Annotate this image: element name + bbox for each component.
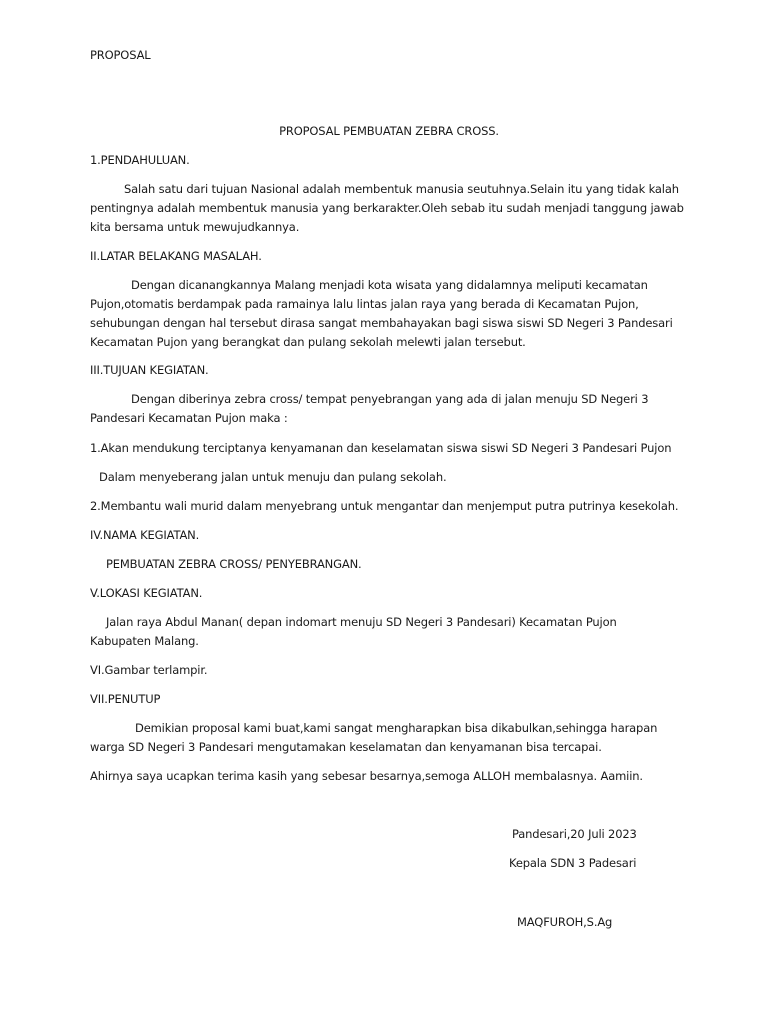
tujuan-line-2: Pandesari Kecamatan Pujon maka : — [90, 411, 288, 425]
signature-place-date: Pandesari,20 Juli 2023 — [512, 827, 637, 841]
heading-pendahuluan: 1.PENDAHULUAN. — [90, 153, 190, 167]
doc-title: PROPOSAL PEMBUATAN ZEBRA CROSS. — [279, 124, 499, 138]
tujuan-point-1-continuation: Dalam menyeberang jalan untuk menuju dan pulang sekolah. — [99, 470, 447, 484]
signature-name: MAQFUROH,S.Ag — [517, 915, 613, 929]
penutup-line-1: Demikian proposal kami buat,kami sangat mengharapkan bisa dikabulkan,sehingga harapan — [135, 721, 658, 735]
tujuan-point-1: 1.Akan mendukung terciptanya kenyamanan dan keselamatan siswa siswi SD Negeri 3 Pandesari Pujon — [90, 441, 672, 455]
heading-lokasi: V.LOKASI KEGIATAN. — [90, 586, 203, 600]
heading-nama-kegiatan: IV.NAMA KEGIATAN. — [90, 528, 200, 542]
heading-gambar: VI.Gambar terlampir. — [90, 663, 208, 677]
pendahuluan-line-3: kita bersama untuk mewujudkannya. — [90, 220, 300, 234]
signature-position: Kepala SDN 3 Padesari — [509, 856, 637, 870]
pendahuluan-line-2: pentingnya adalah membentuk manusia yang berkarakter.Oleh sebab itu sudah menjadi tanggung jawab — [90, 201, 684, 215]
pendahuluan-line-1: Salah satu dari tujuan Nasional adalah membentuk manusia seutuhnya.Selain itu yang tidak kalah — [124, 182, 679, 196]
tujuan-line-1: Dengan diberinya zebra cross/ tempat penyebrangan yang ada di jalan menuju SD Negeri 3 — [131, 392, 649, 406]
doc-header: PROPOSAL — [90, 48, 151, 62]
penutup-line-2: warga SD Negeri 3 Pandesari mengutamakan keselamatan dan kenyamanan bisa tercapai. — [90, 740, 602, 754]
lokasi-line-1: Jalan raya Abdul Manan( depan indomart menuju SD Negeri 3 Pandesari) Kecamatan Pujon — [106, 615, 617, 629]
tujuan-point-2: 2.Membantu wali murid dalam menyebrang untuk mengantar dan menjemput putra putrinya kesekolah. — [90, 499, 679, 513]
latar-line-1: Dengan dicanangkannya Malang menjadi kota wisata yang didalamnya meliputi kecamatan — [131, 278, 648, 292]
heading-penutup: VII.PENUTUP — [90, 692, 161, 706]
heading-latar-belakang: II.LATAR BELAKANG MASALAH. — [90, 249, 262, 263]
latar-line-3: sehubungan dengan hal tersebut dirasa sangat membahayakan bagi siswa siswi SD Negeri 3 Pandesari — [90, 316, 673, 330]
heading-tujuan: III.TUJUAN KEGIATAN. — [90, 363, 209, 377]
penutup-closing: Ahirnya saya ucapkan terima kasih yang sebesar besarnya,semoga ALLOH membalasnya. Aamiin. — [90, 769, 643, 783]
nama-kegiatan-text: PEMBUATAN ZEBRA CROSS/ PENYEBRANGAN. — [106, 557, 362, 571]
lokasi-line-2: Kabupaten Malang. — [90, 634, 199, 648]
latar-line-2: Pujon,otomatis berdampak pada ramainya lalu lintas jalan raya yang berada di Kecamatan Pujon, — [90, 297, 639, 311]
latar-line-4: Kecamatan Pujon yang berangkat dan pulang sekolah melewti jalan tersebut. — [90, 335, 526, 349]
